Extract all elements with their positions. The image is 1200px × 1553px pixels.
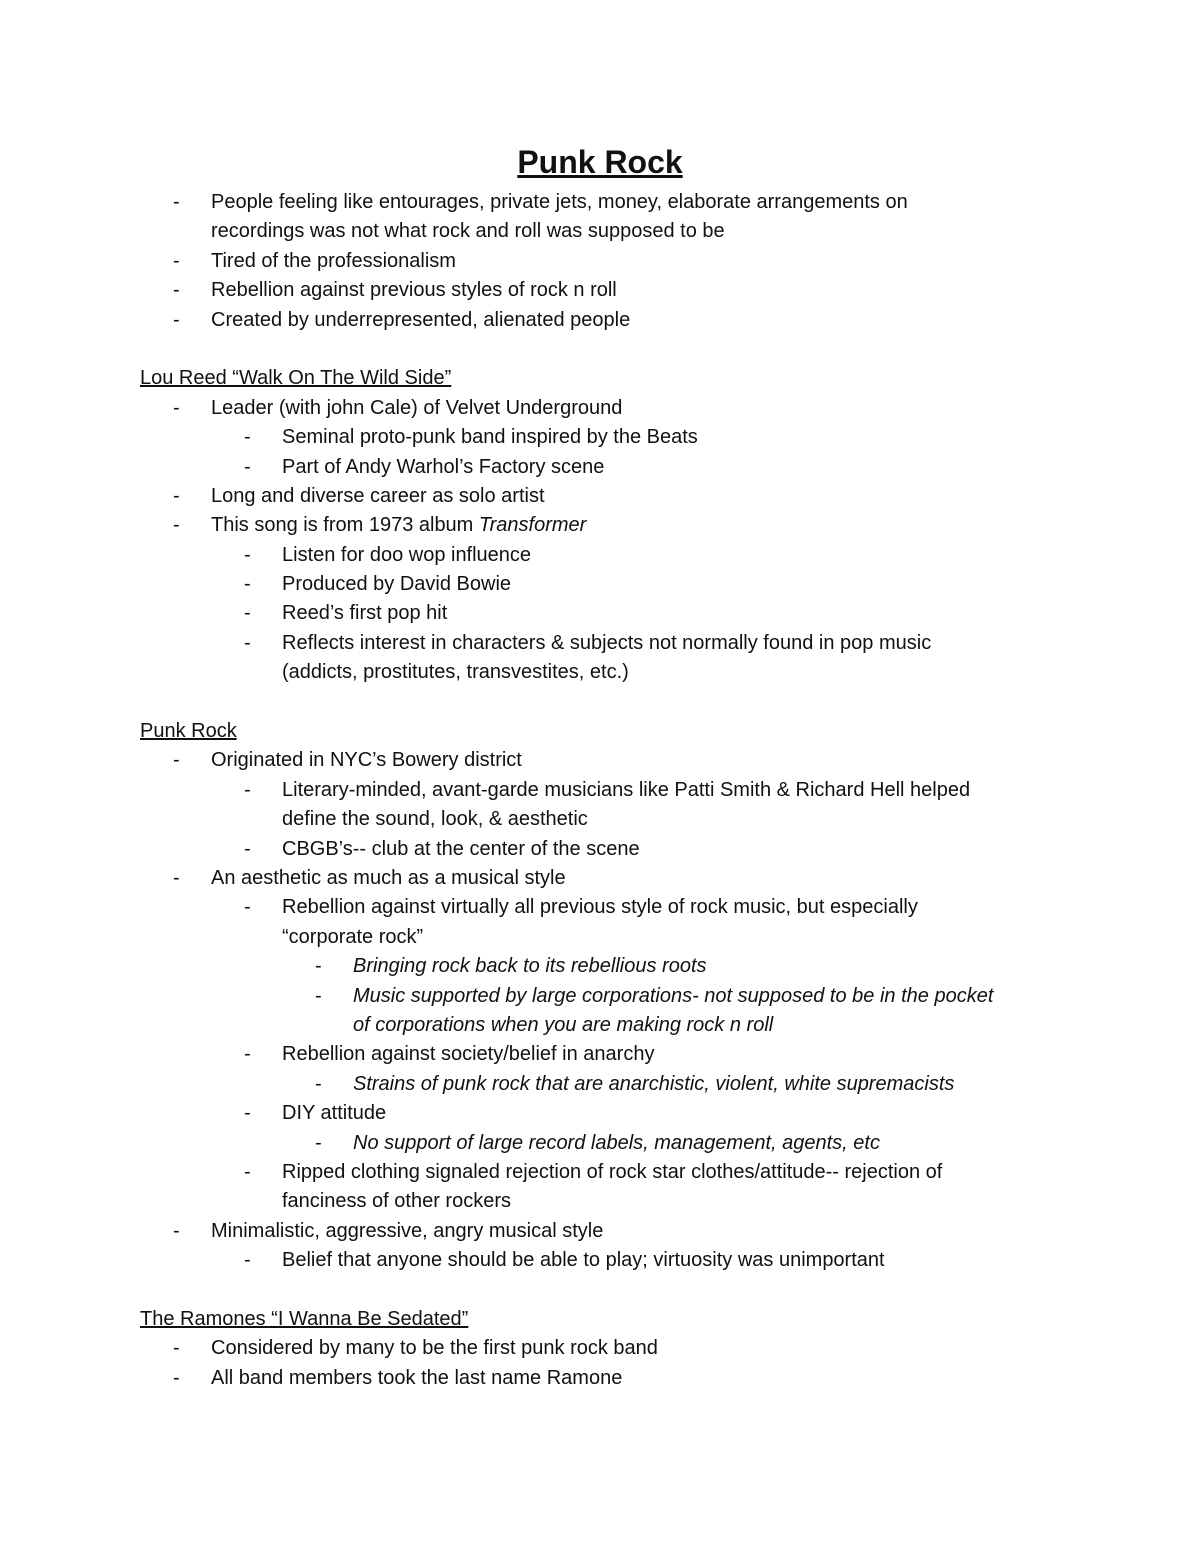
list-item [140,599,1070,628]
list-item-text [211,511,586,540]
bullet-dash: - [173,1366,180,1389]
list-item [140,1129,1070,1158]
list-item [140,247,1070,276]
list-item-text: Bringing rock back to its rebellious roots [353,955,707,978]
list-item [140,864,1070,893]
list-item-text: Leader (with john Cale) of Velvet Underground [211,396,623,419]
bullet-dash: - [173,484,180,507]
list-item [140,629,1070,658]
spacer [140,1275,1070,1304]
bullet-dash: - [244,1249,251,1272]
bullet-dash: - [244,631,251,654]
list-item-continuation [140,217,1070,246]
list-item-text: Music supported by large corporations- not supposed to be in the pocket [353,984,994,1007]
list-item [140,835,1070,864]
list-item-text: Strains of punk rock that are anarchistic, violent, white supremacists [353,1072,955,1095]
list-item-text: People feeling like entourages, private jets, money, elaborate arrangements on [211,191,908,213]
bullet-dash: - [173,749,180,772]
list-item-continuation [140,1187,1070,1216]
bullet-dash: - [244,1043,251,1066]
list-item [140,776,1070,805]
list-item-text: DIY attitude [282,1102,387,1125]
bullet-dash: - [244,426,251,449]
list-item-text: Rebellion against previous styles of rock n roll [211,279,617,302]
list-item-text: Rebellion against society/belief in anarchy [282,1043,655,1066]
list-item [140,893,1070,922]
bullet-dash: - [173,308,180,331]
list-item-text: (addicts, prostitutes, transvestites, etc.) [282,661,629,684]
list-item-continuation [140,1011,1070,1040]
bullet-dash: - [173,866,180,889]
list-item-text: fanciness of other rockers [282,1190,511,1213]
list-item [140,276,1070,305]
bullet-dash: - [244,602,251,625]
list-item [140,188,1070,217]
page-title: Punk Rock [517,144,683,180]
list-item [140,541,1070,570]
list-item [140,482,1070,511]
bullet-dash: - [315,1072,322,1095]
list-item-text: An aesthetic as much as a musical style [211,866,566,889]
list-item [140,1099,1070,1128]
list-item-text: No support of large record labels, management, agents, etc [353,1131,880,1154]
bullet-dash: - [173,1337,180,1360]
bullet-dash: - [315,984,322,1007]
list-item-text: recordings was not what rock and roll was supposed to be [211,220,725,243]
bullet-dash: - [315,1131,322,1154]
bullet-dash: - [173,249,180,272]
list-item-continuation [140,658,1070,687]
document-body [140,188,1070,1393]
list-item-text: Literary-minded, avant-garde musicians like Patti Smith & Richard Hell helped [282,778,971,801]
list-item-text: Reed’s first pop hit [282,602,448,625]
list-item-text: CBGB’s-- club at the center of the scene [282,837,640,860]
list-item [140,982,1070,1011]
list-item [140,306,1070,335]
list-item-text: Listen for doo wop influence [282,543,532,566]
list-item [140,1364,1070,1393]
bullet-dash: - [244,837,251,860]
list-item [140,1070,1070,1099]
list-item-text-plain: This song is from 1973 album [211,514,479,537]
bullet-dash: - [244,778,251,801]
bullet-dash: - [244,573,251,596]
section-heading-punk-rock [140,717,1070,746]
spacer [140,335,1070,364]
section-heading-text: Punk Rock [140,720,237,743]
list-item-text: Long and diverse career as solo artist [211,484,545,507]
list-item-text: Seminal proto-punk band inspired by the Beats [282,426,698,449]
list-item [140,1334,1070,1363]
list-item [140,1246,1070,1275]
section-heading-ramones [140,1305,1070,1334]
list-item-text: Minimalistic, aggressive, angry musical style [211,1219,604,1242]
list-item-text: Rebellion against virtually all previous style of rock music, but especially [282,896,918,919]
list-item-text: Produced by David Bowie [282,573,512,596]
list-item-text: of corporations when you are making rock n roll [353,1013,774,1036]
list-item [140,746,1070,775]
bullet-dash: - [244,455,251,478]
spacer [140,688,1070,717]
section-heading-text: The Ramones “I Wanna Be Sedated” [140,1307,469,1330]
list-item-text: Created by underrepresented, alienated people [211,308,631,331]
bullet-dash: - [173,396,180,419]
list-item-text: Belief that anyone should be able to play; virtuosity was unimportant [282,1249,885,1272]
list-item [140,453,1070,482]
list-item-text: Reflects interest in characters & subjects not normally found in pop music [282,631,932,654]
list-item-text: Tired of the professionalism [211,249,456,272]
list-item [140,570,1070,599]
section-heading-text: Lou Reed “Walk On The Wild Side” [140,367,452,390]
list-item [140,1040,1070,1069]
list-item [140,423,1070,452]
bullet-dash: - [244,1102,251,1125]
list-item-text: Originated in NYC’s Bowery district [211,749,522,772]
list-item-continuation [140,923,1070,952]
list-item [140,511,1070,540]
bullet-dash: - [244,1160,251,1183]
bullet-dash: - [173,191,180,213]
list-item-text: Considered by many to be the first punk rock band [211,1337,658,1360]
list-item-text: “corporate rock” [282,925,424,948]
list-item-text: Ripped clothing signaled rejection of rock star clothes/attitude-- rejection of [282,1160,943,1183]
list-item [140,1217,1070,1246]
bullet-dash: - [173,514,180,537]
section-heading-lou-reed [140,364,1070,393]
list-item [140,952,1070,981]
bullet-dash: - [173,1219,180,1242]
list-item-text: All band members took the last name Ramone [211,1366,623,1389]
list-item-continuation [140,805,1070,834]
bullet-dash: - [173,279,180,302]
list-item-text: define the sound, look, & aesthetic [282,808,588,831]
bullet-dash: - [244,896,251,919]
list-item [140,1158,1070,1187]
bullet-dash: - [315,955,322,978]
list-item-text: Part of Andy Warhol’s Factory scene [282,455,605,478]
album-title: Transformer [478,514,587,537]
bullet-dash: - [244,543,251,566]
list-item [140,394,1070,423]
